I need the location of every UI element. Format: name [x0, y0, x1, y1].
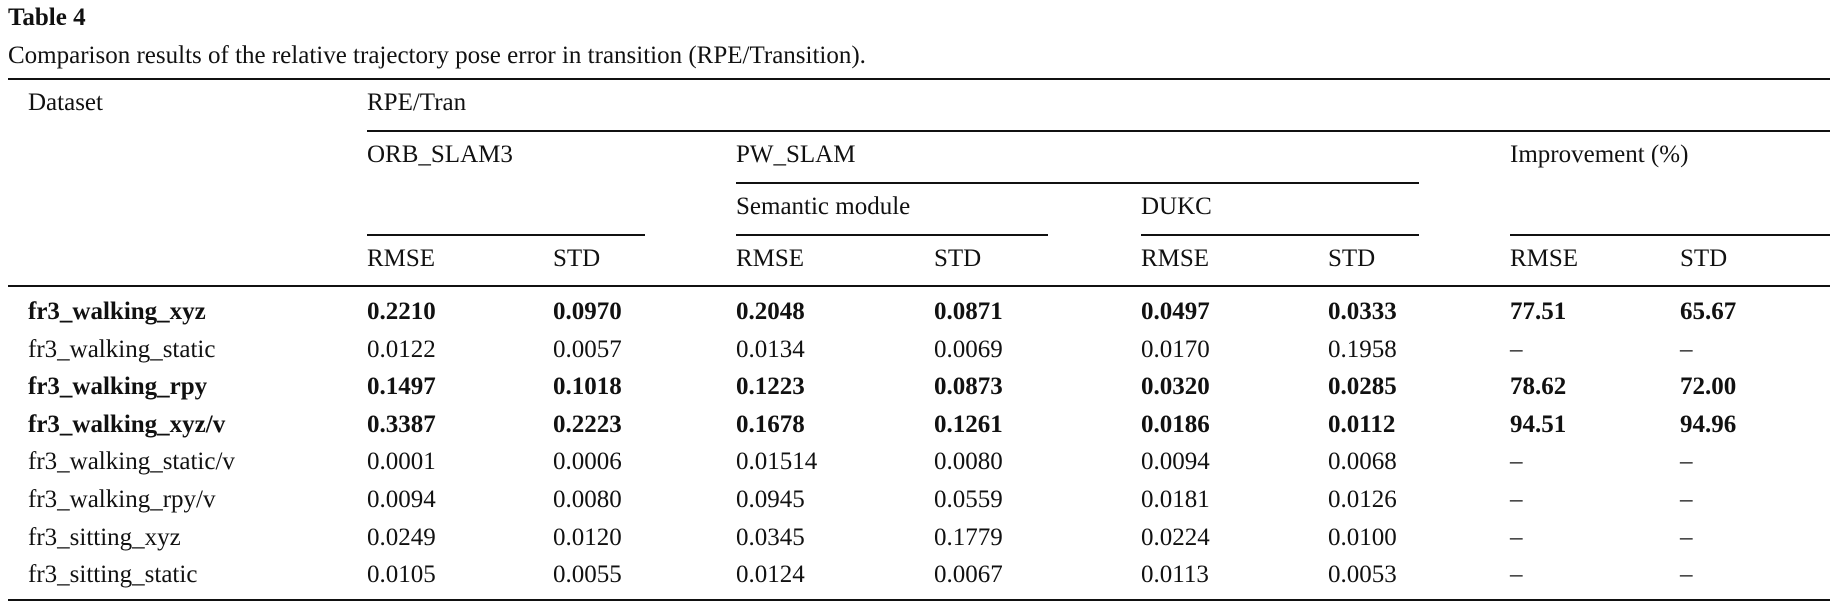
row-value-cell: 0.0181 [1141, 486, 1210, 513]
row-value-cell: 72.00 [1680, 373, 1737, 400]
row-value-cell: 0.0094 [1141, 448, 1210, 475]
row-value-cell: 0.0120 [553, 524, 622, 551]
row-value-cell: 0.0186 [1141, 411, 1210, 438]
row-value-cell: 94.96 [1680, 411, 1737, 438]
row-value-cell: 0.0069 [934, 336, 1003, 363]
row-value-cell: – [1510, 486, 1523, 513]
row-value-cell: 0.0080 [934, 448, 1003, 475]
row-value-cell: – [1680, 448, 1693, 475]
row-value-cell: 0.1261 [934, 411, 1003, 438]
row-value-cell: 0.0873 [934, 373, 1003, 400]
row-value-cell: 0.0055 [553, 561, 622, 588]
row-value-cell: 0.0126 [1328, 486, 1397, 513]
row-value-cell: 0.0057 [553, 336, 622, 363]
row-value-cell: 0.0170 [1141, 336, 1210, 363]
row-value-cell: 65.67 [1680, 298, 1737, 325]
row-value-cell: 0.0345 [736, 524, 805, 551]
row-value-cell: 0.0006 [553, 448, 622, 475]
row-value-cell: – [1680, 336, 1693, 363]
row-value-cell: – [1680, 561, 1693, 588]
col-header-orb-std: STD [553, 245, 601, 272]
row-value-cell: 0.0068 [1328, 448, 1397, 475]
row-value-cell: 0.0001 [367, 448, 436, 475]
header-dataset: Dataset [28, 89, 103, 116]
table-label: Table 4 [8, 4, 86, 31]
row-value-cell: 0.0080 [553, 486, 622, 513]
row-value-cell: 0.0053 [1328, 561, 1397, 588]
row-value-cell: 0.0249 [367, 524, 436, 551]
row-value-cell: 0.0559 [934, 486, 1003, 513]
row-value-cell: 0.1779 [934, 524, 1003, 551]
header-pw: PW_SLAM [736, 141, 856, 168]
col-header-dukc-rmse: RMSE [1141, 245, 1210, 272]
row-value-cell: 0.0945 [736, 486, 805, 513]
row-value-cell: 0.0320 [1141, 373, 1210, 400]
semantic-rule [736, 234, 1048, 236]
row-value-cell: 77.51 [1510, 298, 1567, 325]
top-rule [8, 78, 1830, 80]
row-dataset-name: fr3_walking_xyz [28, 298, 206, 325]
row-value-cell: 0.1678 [736, 411, 805, 438]
header-dukc: DUKC [1141, 193, 1212, 220]
row-value-cell: 0.1958 [1328, 336, 1397, 363]
row-value-cell: 0.0224 [1141, 524, 1210, 551]
orb-rule [367, 234, 645, 236]
row-value-cell: 0.3387 [367, 411, 436, 438]
row-value-cell: – [1510, 524, 1523, 551]
row-value-cell: 0.2048 [736, 298, 805, 325]
row-value-cell: 0.1018 [553, 373, 622, 400]
dukc-rule [1141, 234, 1419, 236]
rpe-rule [367, 130, 1830, 132]
header-rpe: RPE/Tran [367, 89, 467, 116]
row-value-cell: 0.2210 [367, 298, 436, 325]
col-header-semantic-std: STD [934, 245, 982, 272]
row-value-cell: – [1510, 336, 1523, 363]
row-value-cell: 0.0134 [736, 336, 805, 363]
row-value-cell: 0.0285 [1328, 373, 1397, 400]
improvement-rule [1510, 234, 1830, 236]
table-caption: Comparison results of the relative trajectory pose error in transition (RPE/Transition). [8, 42, 866, 69]
row-dataset-name: fr3_walking_xyz/v [28, 411, 226, 438]
header-semantic: Semantic module [736, 193, 911, 220]
row-dataset-name: fr3_walking_rpy/v [28, 486, 216, 513]
header-rule [8, 285, 1830, 287]
row-value-cell: 0.0067 [934, 561, 1003, 588]
row-dataset-name: fr3_walking_static [28, 336, 216, 363]
row-value-cell: 0.1223 [736, 373, 805, 400]
row-value-cell: 0.0124 [736, 561, 805, 588]
row-value-cell: 0.0871 [934, 298, 1003, 325]
header-improvement: Improvement (%) [1510, 141, 1689, 168]
row-value-cell: – [1680, 486, 1693, 513]
row-value-cell: 94.51 [1510, 411, 1567, 438]
col-header-orb-rmse: RMSE [367, 245, 436, 272]
col-header-semantic-rmse: RMSE [736, 245, 805, 272]
header-orb: ORB_SLAM3 [367, 141, 513, 168]
row-value-cell: – [1510, 561, 1523, 588]
row-value-cell: 0.0113 [1141, 561, 1209, 588]
row-dataset-name: fr3_sitting_xyz [28, 524, 181, 551]
row-value-cell: 0.0970 [553, 298, 622, 325]
row-dataset-name: fr3_sitting_static [28, 561, 198, 588]
row-value-cell: 0.0497 [1141, 298, 1210, 325]
row-value-cell: 0.0122 [367, 336, 436, 363]
row-value-cell: 0.0105 [367, 561, 436, 588]
row-dataset-name: fr3_walking_static/v [28, 448, 235, 475]
bottom-rule [8, 599, 1830, 601]
row-dataset-name: fr3_walking_rpy [28, 373, 208, 400]
row-value-cell: 0.1497 [367, 373, 436, 400]
row-value-cell: – [1680, 524, 1693, 551]
row-value-cell: 78.62 [1510, 373, 1567, 400]
row-value-cell: 0.0100 [1328, 524, 1397, 551]
pw-rule [736, 182, 1419, 184]
col-header-improvement-std: STD [1680, 245, 1728, 272]
col-header-improvement-rmse: RMSE [1510, 245, 1579, 272]
row-value-cell: 0.0112 [1328, 411, 1396, 438]
row-value-cell: 0.0333 [1328, 298, 1397, 325]
row-value-cell: 0.01514 [736, 448, 818, 475]
row-value-cell: 0.2223 [553, 411, 622, 438]
row-value-cell: 0.0094 [367, 486, 436, 513]
col-header-dukc-std: STD [1328, 245, 1376, 272]
row-value-cell: – [1510, 448, 1523, 475]
